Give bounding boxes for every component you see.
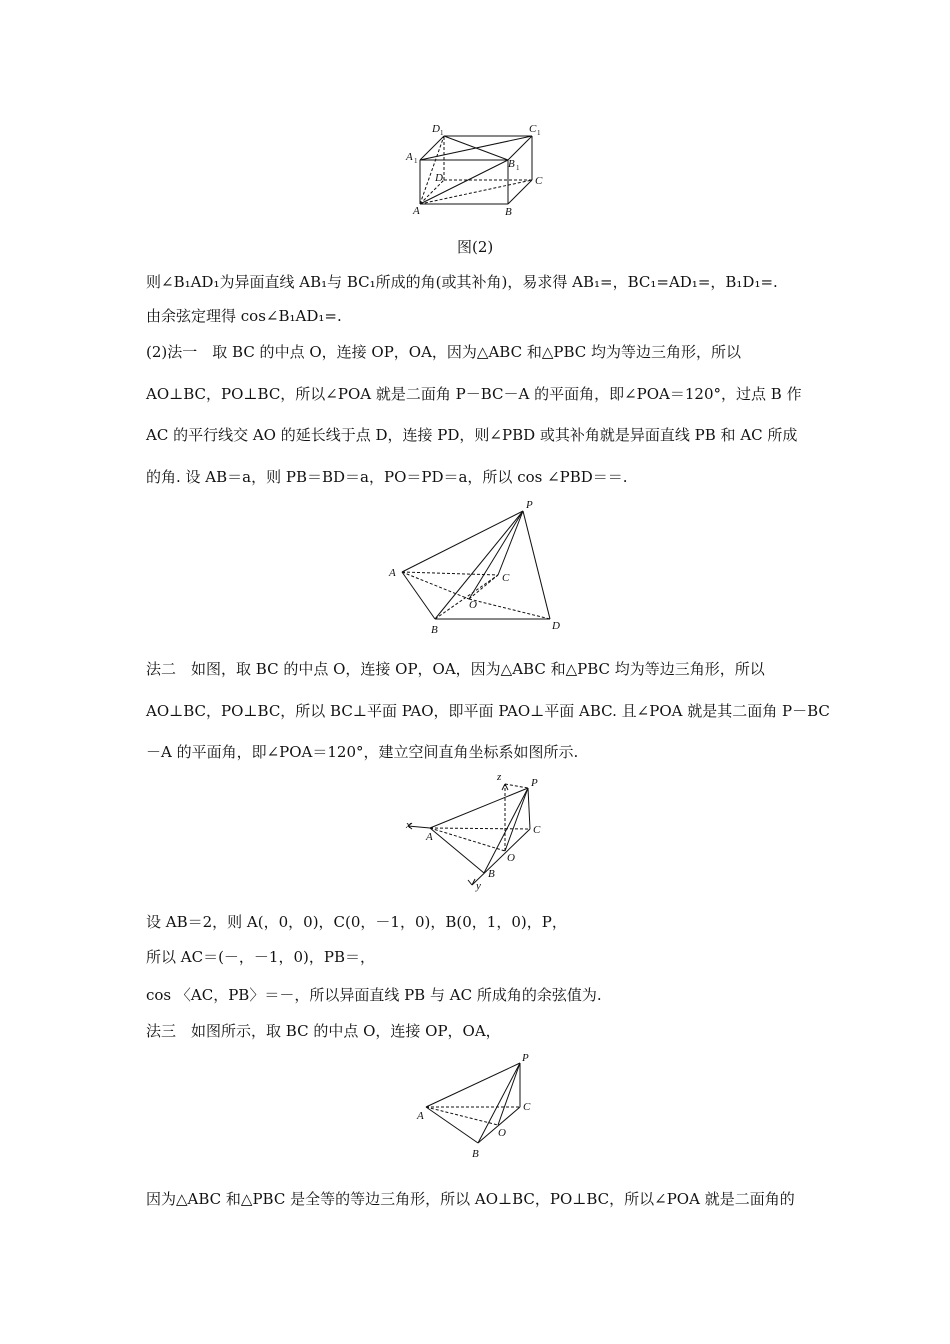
text-line: －A 的平面角，即∠POA＝120°，建立空间直角坐标系如图所示.	[146, 743, 579, 761]
figure-coordinates	[400, 770, 555, 895]
label-O: O	[469, 599, 477, 611]
label-A: A	[417, 1110, 424, 1122]
text-line: 法三 如图所示，取 BC 的中点 O，连接 OP，OA，	[146, 1022, 501, 1040]
label-B1-sub: 1	[516, 164, 520, 172]
figure-cuboid	[395, 118, 555, 223]
label-D: D	[435, 172, 443, 184]
label-z: z	[497, 771, 502, 783]
text-line: 由余弦定理得 cos∠B₁AD₁=.	[146, 307, 342, 325]
label-B: B	[505, 206, 512, 218]
label-D1: D	[432, 123, 440, 135]
label-C1-sub: 1	[537, 129, 541, 137]
label-A: A	[426, 831, 433, 843]
label-C: C	[523, 1101, 531, 1113]
label-B1: B	[508, 158, 515, 170]
label-P: P	[531, 777, 538, 789]
label-x: x	[406, 819, 411, 831]
label-A1: A	[406, 151, 413, 163]
label-B: B	[431, 624, 438, 636]
text-line: 的角. 设 AB＝a，则 PB＝BD＝a，PO＝PD＝a，所以 cos ∠PBD＝＝.	[146, 468, 628, 486]
label-D1-sub: 1	[440, 129, 444, 137]
text-line: 因为△ABC 和△PBC 是全等的等边三角形，所以 AO⊥BC，PO⊥BC，所以∠POA 就是二面角的	[146, 1190, 795, 1208]
label-B: B	[488, 868, 495, 880]
text-line: AO⊥BC，PO⊥BC，所以∠POA 就是二面角 P－BC－A 的平面角，即∠POA＝120°，过点 B 作	[146, 385, 802, 403]
label-A1-sub: 1	[414, 157, 418, 165]
label-C: C	[533, 824, 541, 836]
text-line: 所以 AC＝(－，－1，0)，PB＝，	[146, 948, 375, 966]
label-C: C	[535, 175, 543, 187]
text-line: 法二 如图，取 BC 的中点 O，连接 OP，OA，因为△ABC 和△PBC 均为等边三角形，所以	[146, 660, 765, 678]
text-line: 设 AB＝2，则 A(，0，0)，C(0，－1，0)，B(0，1，0)，P，	[146, 913, 567, 931]
label-A: A	[389, 567, 396, 579]
text-line: cos 〈AC，PB〉＝－，所以异面直线 PB 与 AC 所成角的余弦值为.	[146, 986, 602, 1004]
label-A: A	[413, 205, 420, 217]
label-C: C	[502, 572, 510, 584]
label-C1: C	[529, 123, 537, 135]
label-O: O	[498, 1127, 506, 1139]
label-P: P	[526, 499, 533, 511]
text-line: 则∠B₁AD₁为异面直线 AB₁与 BC₁所成的角(或其补角)，易求得 AB₁=，BC₁=AD₁=，B₁D₁=.	[146, 273, 778, 291]
label-B: B	[472, 1148, 479, 1160]
label-P: P	[522, 1052, 529, 1064]
figure1-caption: 图(2)	[457, 238, 494, 256]
label-D: D	[552, 620, 560, 632]
label-O: O	[507, 852, 515, 864]
figure-pyramid	[408, 1050, 553, 1165]
text-line: (2)法一 取 BC 的中点 O，连接 OP，OA，因为△ABC 和△PBC 均为等边三角形，所以	[146, 343, 742, 361]
label-y: y	[476, 880, 481, 892]
text-line: AO⊥BC，PO⊥BC，所以 BC⊥平面 PAO，即平面 PAO⊥平面 ABC. 且∠POA 就是其二面角 P－BC	[146, 702, 830, 720]
text-line: AC 的平行线交 AO 的延长线于点 D，连接 PD，则∠PBD 或其补角就是异面直线 PB 和 AC 所成	[146, 426, 798, 444]
figure-pyramid-d	[385, 498, 570, 638]
